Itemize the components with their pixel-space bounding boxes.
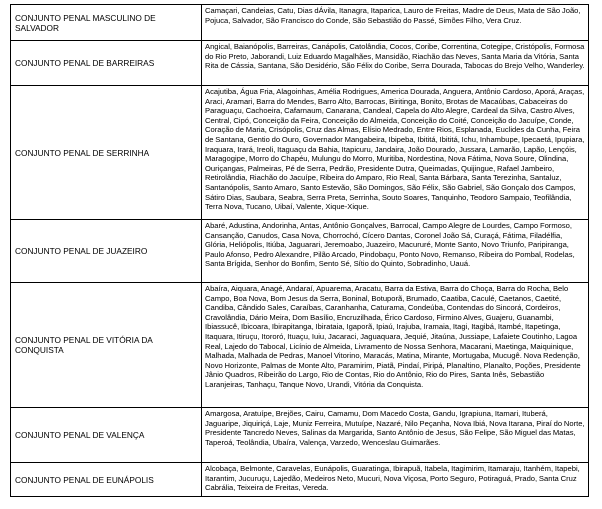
table-row bbox=[11, 463, 589, 497]
municipalities-list: Angical, Baianópolis, Barreiras, Canápolis, Catolândia, Cocos, Coribe, Correntina, Cotegipe, Cristópolis, Formosa do Rio Preto, Jaborandi, Luiz Eduardo Magalhães, Mansidão, Riachão das Neves, Santa Maria da Vitória, Santa Rita de Cássia, Santana, São Desidério, São Félix do Coribe, Serra Dourada, Tabocas do Brejo Velho, Wanderley. bbox=[202, 41, 589, 86]
municipalities-list: Alcobaça, Belmonte, Caravelas, Eunápolis, Guaratinga, Ibirapuã, Itabela, Itagimirim, Itamaraju, Itanhém, Itapebi, Itarantim, Jucuruçu, Lajedão, Medeiros Neto, Mucuri, Nova Viçosa, Porto Seguro, Potiraguá, Prado, Santa Cruz Cabrália, Teixeira de Freitas, Vereda. bbox=[202, 463, 589, 497]
municipalities-list: Abaíra, Aiquara, Anagé, Andaraí, Apuarema, Aracatu, Barra da Estiva, Barra do Choça, Barra do Rocha, Belo Campo, Boa Nova, Bom Jesus da Serra, Boninal, Botuporã, Brumado, Caatiba, Caculé, Caetanos, Caetité, Candiba, Cândido Sales, Caraíbas, Caranhanha, Caturama, Condeúba, Contendas do Sincorá, Cordeiros, Cravolândia, Dário Meira, Dom Basílio, Encruzilhada, Érico Cardoso, Firmino Alves, Guajeru, Guanambi, Ibiassucê, Ibicoara, Ibirapitanga, Ibirataia, Igaporã, Ipiaú, Irajuba, Iramaia, Itagi, Itagibá, Itambé, Itapetinga, Itaquara, Itiruçu, Itororó, Ituaçu, Iuiu, Jacaraci, Jaguaquara, Jequié, Jitaúna, Jussiape, Lafaiete Coutinho, Lagoa Real, Lajedo do Tabocal, Licínio de Almeida, Livramento de Nossa Senhora, Macarani, Maetinga, Maiquinique, Malhada, Malhada de Pedras, Manoel Vitorino, Maracás, Matina, Mirante, Mortugaba, Mucugê. Nova Redenção, Novo Horizonte, Palmas de Monte Alto, Paramirim, Piatã, Pindaí, Piripá, Planaltino, Planalto, Poções, Presidente Jânio Quadros, Ribeirão do Largo, Rio de Contas, Rio do Antônio, Rio do Pires, Santa Inês, Sebastião Laranjeiras, Tanhaçu, Tanque Novo, Urandi, Vitória da Conquista. bbox=[202, 283, 589, 408]
table-row bbox=[11, 5, 589, 41]
penal-unit-name: CONJUNTO PENAL DE EUNÁPOLIS bbox=[11, 463, 202, 497]
table-row bbox=[11, 408, 589, 463]
municipalities-list: Acajutiba, Água Fria, Alagoinhas, Amélia Rodrigues, America Dourada, Anguera, Antônio Cardoso, Aporá, Araças, Araci, Aramari, Barra do Mendes, Barro Alto, Barrocas, Biritinga, Bonito, Brotas de Macaúbas, Cabaceiras do Paraguaçu, Cachoeira, Cafarnaum, Canarana, Candeal, Capela do Alto Alegre, Cardeal da Silva, Castro Alves, Central, Cipó, Conceição da Feira, Conceição do Almeida, Conceição do Coité, Conceição do Jacuípe, Conde, Coração de Maria, Crisópolis, Cruz das Almas, Elísio Medrado, Entre Rios, Esplanada, Euclides da Cunha, Feira de Santana, Gentio do Ouro, Governador Mangabeira, Ibipeba, Ibititá, Ibititá, Ichu, Inhambupe, Ipecaetá, Ipupiara, Iraquara, Irará, Ireoli, Itaguaçu da Bahia, Itapicuru, Jandaira, João Dourado, Jussara, Lamarão, Lapão, Lençóis, Maragogipe, Morro do Chapéu, Mulungu do Morro, Muritiba, Nordestina, Nova Fátima, Nova Soure, Olindina, Ouriçangas, Palmeiras, Pé de Serra, Pedrão, Presidente Dutra, Queimadas, Quijingue, Rafael Jambeiro, Retirolândia, Riachão do Jacuípe, Ribeira do Amparo, Rio Real, Santa Bárbara, Santa Terezinha, Santaluz, Santanópolis, Santo Amaro, Santo Estevão, São Domingos, São Félix, São Gabriel, São Gonçalo dos Campos, Sátiro Dias, Saubara, Seabra, Serra Preta, Serrinha, Souto Soares, Tanquinho, Teodoro Sampaio, Teofilândia, Terra Nova, Tucano, Uibaí, Valente, Xique-Xique. bbox=[202, 86, 589, 220]
table-row bbox=[11, 86, 589, 220]
municipalities-list: Amargosa, Aratuípe, Brejões, Cairu, Camamu, Dom Macedo Costa, Gandu, Igrapiuna, Itamari, Ituberá, Jaguaripe, Jiquiriçá, Laje, Muniz Ferreira, Mutuípe, Nazaré, Nilo Peçanha, Nova Ibiá, Nova Itarana, Piraí do Norte, Presidente Tancredo Neves, Salinas da Margarida, Santo Antônio de Jesus, São Felipe, São Miguel das Matas, Taperoá, Teolândia, Ubaíra, Valença, Varzedo, Wenceslau Guimarães. bbox=[202, 408, 589, 463]
municipalities-list: Abaré, Adustina, Andorinha, Antas, Antônio Gonçalves, Barrocal, Campo Alegre de Lourdes, Campo Formoso, Cansanção, Canudos, Casa Nova, Chorrochó, Cícero Dantas, Coronel João Sá, Curaçá, Fátima, Filadélfia, Glória, Heliópolis, Itiúba, Jaguarari, Jeremoabo, Juazeiro, Macururé, Monte Santo, Novo Triunfo, Paripiranga, Paulo Afonso, Pedro Alexandre, Pilão Arcado, Pindobaçu, Ponto Novo, Remanso, Ribeira do Pombal, Rodelas, Santa Brígida, Senhor do Bonfim, Sento Sé, Sítio do Quinto, Sobradinho, Uauá. bbox=[202, 220, 589, 283]
penal-unit-name: CONJUNTO PENAL DE VITÓRIA DA CONQUISTA bbox=[11, 283, 202, 408]
penal-unit-name: CONJUNTO PENAL DE BARREIRAS bbox=[11, 41, 202, 86]
penal-unit-name: CONJUNTO PENAL DE SERRINHA bbox=[11, 86, 202, 220]
penal-unit-name: CONJUNTO PENAL DE JUAZEIRO bbox=[11, 220, 202, 283]
table-row bbox=[11, 41, 589, 86]
municipalities-list: Camaçari, Candeias, Catu, Dias dÁvila, Itanagra, Itaparica, Lauro de Freitas, Madre de Deus, Mata de São João, Pojuca, Salvador, São Francisco do Conde, São Sebastião do Passé, Simões Filho, Vera Cruz. bbox=[202, 5, 589, 41]
penal-units-table-body bbox=[11, 5, 589, 497]
table-row bbox=[11, 220, 589, 283]
penal-unit-name: CONJUNTO PENAL DE VALENÇA bbox=[11, 408, 202, 463]
penal-unit-name: CONJUNTO PENAL MASCULINO DE SALVADOR bbox=[11, 5, 202, 41]
penal-units-table bbox=[10, 4, 589, 497]
table-row bbox=[11, 283, 589, 408]
